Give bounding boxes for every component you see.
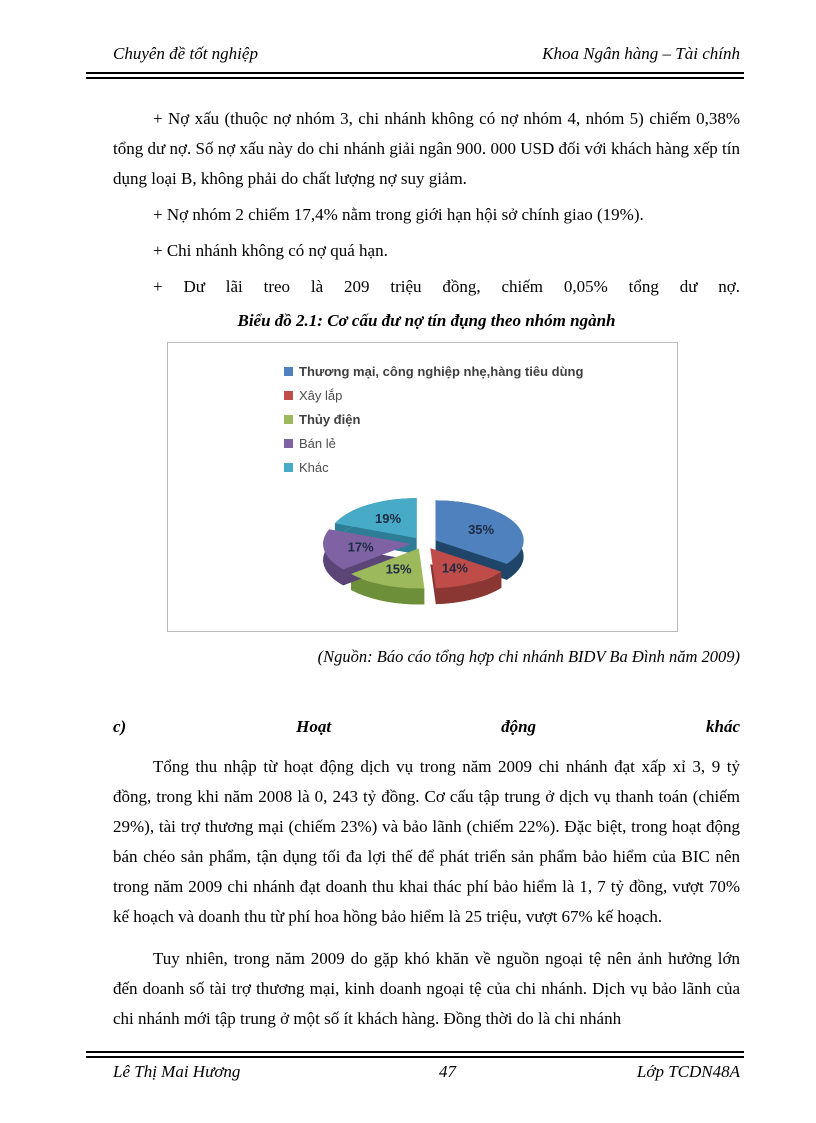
legend-swatch [284, 463, 293, 472]
legend-item [284, 383, 677, 407]
paragraph-no-overdue: + Chi nhánh không có nợ quá hạn. [153, 241, 388, 260]
legend-item [284, 431, 677, 455]
legend-label: Bán lẻ [299, 435, 336, 451]
legend-item [284, 407, 677, 431]
paragraph-service-income: Tổng thu nhập từ hoạt động dịch vụ trong năm 2009 chi nhánh đạt xấp xỉ 3, 9 tỷ đồng, trong khi năm 2008 là 0, 243 tỷ đồng. Cơ cấu tập trung ở dịch vụ thanh toán (chiếm 29%), tài trợ thương mại (chiếm 23%) và bảo lãnh (chiếm 22%). Đặc biệt, trong hoạt động bán chéo sản phẩm, tận dụng tối đa lợi thế để phát triển sản phẩm bảo hiểm của BIC nên trong năm 2009 chi nhánh đạt doanh thu khai thác phí bảo hiểm là 1, 7 tỷ đồng, vượt 70% kế hoạch và doanh thu từ phí hoa hồng bảo hiểm là 25 triệu, vượt 67% kế hoạch. [113, 757, 740, 926]
legend-label: Khác [299, 459, 329, 475]
paragraph-accrued-interest: + Dư lãi treo là 209 triệu đồng, chiếm 0,05% tổng dư nợ. [153, 277, 740, 296]
footer-rule [86, 1051, 744, 1058]
legend-label: Thương mại, công nghiệp nhẹ,hàng tiêu dùng [299, 363, 584, 379]
chart-source-caption: (Nguồn: Báo cáo tổng hợp chi nhánh BIDV Ba Đình năm 2009) [317, 647, 740, 666]
chart-legend [168, 343, 677, 479]
legend-swatch [284, 391, 293, 400]
page-header [113, 44, 740, 64]
legend-swatch [284, 415, 293, 424]
page-number: 47 [439, 1062, 457, 1081]
legend-item [284, 359, 677, 383]
header-left: Chuyên đề tốt nghiệp [113, 44, 258, 63]
header-rule [86, 72, 744, 79]
pie-chart [168, 479, 677, 629]
section-heading-c: c) Hoạt động khác [113, 717, 740, 736]
chart [167, 342, 678, 632]
paragraph-bad-debt: + Nợ xấu (thuộc nợ nhóm 3, chi nhánh không có nợ nhóm 4, nhóm 5) chiếm 0,38% tổng dư nợ. Số nợ xấu này do chi nhánh giải ngân 900. 000 USD đối với khách hàng xếp tín dụng loại B, không phải do chất lượng nợ suy giảm. [113, 109, 740, 188]
legend-label: Xây lắp [299, 387, 343, 403]
page-content [113, 104, 740, 1040]
paragraph-difficulties: Tuy nhiên, trong năm 2009 do gặp khó khăn về nguồn ngoại tệ nên ảnh hưởng lớn đến doanh số tài trợ thương mại, kinh doanh ngoại tệ của chi nhánh. Dịch vụ bảo lãnh của chi nhánh mới tập trung ở một số ít khách hàng. Đồng thời do là chi nhánh [113, 949, 740, 1028]
pie-data-label: 15% [385, 561, 412, 577]
pie-data-label: 14% [441, 560, 468, 576]
chart-title: Biểu đồ 2.1: Cơ cấu đư nợ tín đụng theo nhóm ngành [237, 311, 616, 330]
page-footer [113, 1062, 740, 1082]
legend-label: Thủy điện [299, 411, 361, 427]
footer-author: Lê Thị Mai Hương [113, 1062, 241, 1081]
pie-data-label: 17% [347, 539, 374, 555]
footer-class: Lớp TCDN48A [636, 1062, 740, 1081]
legend-swatch [284, 439, 293, 448]
legend-swatch [284, 367, 293, 376]
paragraph-group2-debt: + Nợ nhóm 2 chiếm 17,4% nằm trong giới hạn hội sở chính giao (19%). [153, 205, 644, 224]
header-right: Khoa Ngân hàng – Tài chính [542, 44, 740, 63]
pie-data-label: 35% [468, 521, 495, 537]
legend-item [284, 455, 677, 479]
pie-data-label: 19% [374, 510, 402, 526]
